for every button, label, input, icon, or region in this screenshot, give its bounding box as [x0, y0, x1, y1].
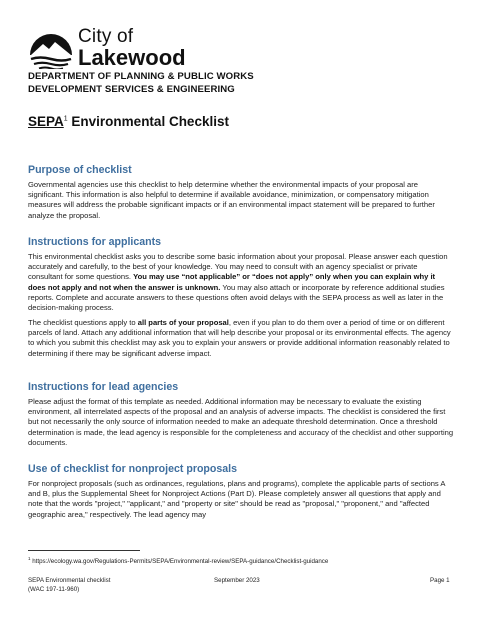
nonproject-paragraph: For nonproject proposals (such as ordinances, regulations, plans and programs), complete the applicable parts of sections A and B, plus the Supplemental Sheet for Nonproject Actions (Part D). Please completely answer all questions that apply and note that the words "project," "applicant," and "property or site" should be read as "proposal," "proponent," and "affected geographic area," respectively. The lead agency may — [28, 479, 446, 519]
footnote-divider — [28, 550, 140, 551]
applicants-heading: Instructions for applicants — [28, 236, 162, 248]
footnote-url: https://ecology.wa.gov/Regulations-Permits/SEPA/Environmental-review/SEPA-guidance/Checklist-guidance — [30, 558, 329, 566]
applicants-p1-text-a: This environmental checklist asks you to describe some basic information about your proposal. Please answer each question accurately and carefully, to the best of your knowledge. You may need to consult with an agency specialist or private consultant for some questions. — [28, 252, 448, 282]
division-name: DEVELOPMENT SERVICES & ENGINEERING — [28, 84, 235, 95]
nonproject-heading: Use of checklist for nonproject proposals — [28, 463, 237, 475]
lakewood-emblem-icon — [28, 25, 74, 69]
applicants-paragraph-1 — [28, 252, 454, 313]
department-name: DEPARTMENT OF PLANNING & PUBLIC WORKS — [28, 71, 254, 82]
logo-lakewood-text: Lakewood — [78, 45, 186, 70]
footer-wac-reference: (WAC 197-11-960) — [28, 586, 80, 593]
footer-page-number: Page 1 — [430, 577, 450, 584]
lead-agencies-heading: Instructions for lead agencies — [28, 381, 179, 393]
applicants-p1-text-b: You may also attach or incorporate by reference additional studies reports. Complete and accurate answers to these questions often avoid delays with the SEPA process as well as later in the decision-making process. — [28, 282, 445, 313]
applicants-p2-text-a: The checklist questions apply to — [28, 318, 138, 327]
footer-document-name: SEPA Environmental checklist — [28, 577, 111, 584]
title-rest: Environmental Checklist — [67, 114, 229, 129]
document-title — [28, 114, 229, 129]
footnote — [28, 556, 328, 565]
purpose-paragraph: Governmental agencies use this checklist to help determine whether the environmental impacts of your proposal are significant. This information is also helpful to determine if available avoidance, minimization, or compensatory mitigation measures will address the probable significant impacts or if an environmental impact statement will be prepared to further analyze the proposal. — [28, 180, 435, 220]
footer-date: September 2023 — [214, 577, 260, 584]
logo-city-of-text: City of — [78, 26, 134, 47]
footnote-mark: 1 — [28, 556, 31, 561]
applicants-paragraph-2 — [28, 318, 454, 359]
title-footnote-mark: 1 — [63, 115, 68, 123]
applicants-p2-bold: all parts of your proposal — [137, 318, 229, 327]
purpose-heading: Purpose of checklist — [28, 164, 132, 176]
applicants-p1-bold: You may use “not applicable” or “does not apply” only when you can explain why it does not apply and not when the answer is unknown. — [28, 272, 436, 292]
city-logo — [28, 25, 186, 70]
title-sepa: SEPA — [28, 114, 64, 129]
lead-agencies-paragraph: Please adjust the format of this template as needed. Additional information may be necessary to evaluate the existing environment, all interrelated aspects of the proposal and an analysis of adverse impacts. The checklist is considered the first but not necessarily the only source of information needed to make an adequate threshold determination. Once a threshold determination is made, the lead agency is responsible for the completeness and accuracy of the checklist and other supporting documents. — [28, 397, 454, 447]
applicants-p2-text-b: , even if you plan to do them over a period of time or on different parcels of land. Attach any additional information that will help describe your proposal or its environmental effects. The agency to which you submit this checklist may ask you to explain your answers or provide additional information reasonably related to determining if there may be significant adverse impact. — [28, 318, 451, 358]
